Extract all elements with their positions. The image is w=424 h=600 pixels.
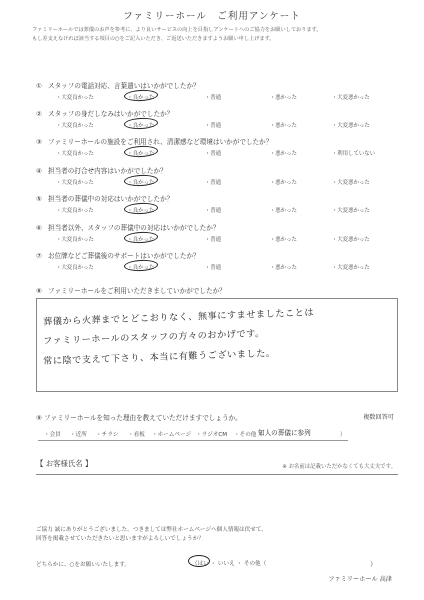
question-5-option-4[interactable]: ・悪かった (269, 208, 297, 214)
question-3-text: ファミリーホールの施設をご利用され、清潔感など環境はいかがでしたか？ (48, 138, 273, 146)
question-4-option-1[interactable]: ・大変良かった (56, 180, 94, 186)
intro-line-1: ファミリーホールでは葬儀のお声を参考に、より良いサービスの向上を目指しアンケートへのご協力をお願いしております。 (32, 27, 322, 33)
q9-option-other[interactable]: ・その他（ (234, 432, 262, 438)
question-3-option-2[interactable]: ・良かった (127, 151, 155, 157)
question-5-text: 担当者の葬儀中の対応はいかがでしたか？ (48, 195, 174, 203)
consent-line-2: 回答を掲載させていただきたいと思いますがよろしいでしょうか？ (36, 535, 204, 542)
question-4-option-3[interactable]: ・普通 (204, 180, 221, 186)
question-7-option-4[interactable]: ・悪かった (269, 265, 297, 271)
question-2-text: スタッフの身だしなみはいかがでしたか？ (48, 110, 174, 118)
question-1-option-5[interactable]: ・大変悪かった (331, 95, 370, 101)
question-6-option-3[interactable]: ・普通 (204, 237, 221, 243)
question-9-number: ⑨ (36, 414, 42, 422)
question-6-option-1[interactable]: ・大変良かった (56, 237, 94, 243)
question-1 (36, 80, 396, 101)
question-2-option-2[interactable]: ・良かった (127, 123, 155, 129)
question-7-option-1[interactable]: ・大変良かった (56, 265, 94, 271)
question-4-text: 担当者の打合せ内容はいかがでしたか？ (48, 167, 167, 175)
question-4-option-5[interactable]: ・大変悪かった (331, 180, 370, 186)
question-4-option-4[interactable]: ・悪かった (269, 180, 297, 186)
question-6-text: 担当者以外、スタッフの葬儀中の対応はいかがでしたか？ (48, 224, 220, 232)
q9-option-member[interactable]: ・会員 (44, 432, 61, 438)
question-3-option-4[interactable]: ・悪かった (269, 151, 297, 157)
question-3-option-1[interactable]: ・大変良かった (56, 151, 94, 157)
q9-option-homepage[interactable]: ・ホームページ (152, 432, 192, 438)
question-5-option-5[interactable]: ・大変悪かった (331, 208, 370, 214)
question-3-number: ③ (36, 138, 42, 146)
q9-option-other-close: ） (340, 432, 346, 438)
question-1-option-3[interactable]: ・普通 (204, 95, 221, 101)
question-5-option-1[interactable]: ・大変良かった (56, 208, 94, 214)
question-3-option-5[interactable]: ・利用していない (331, 151, 376, 157)
question-8-number: ⑧ (36, 287, 42, 295)
question-9-text: ファミリーホールを知った理由を教えていただけますでしょうか。 (44, 414, 242, 422)
question-5-number: ⑤ (36, 195, 42, 203)
question-2-option-5[interactable]: ・大変悪かった (331, 123, 370, 129)
question-9 (36, 412, 398, 422)
customer-name-label: 【 お客様氏名 】 (36, 459, 93, 468)
question-7-option-5[interactable]: ・大変悪かった (331, 265, 370, 271)
question-3 (36, 136, 396, 157)
multiple-answers-note: 複数回答可 (363, 414, 394, 421)
question-4 (36, 165, 396, 186)
intro-text (32, 26, 404, 44)
question-6-option-5[interactable]: ・大変悪かった (331, 237, 370, 243)
q9-divider (38, 440, 348, 441)
question-8-text: ファミリーホールをご利用いただきましていかがでしたか？ (48, 287, 226, 295)
question-6 (36, 222, 396, 243)
q9-option-radio[interactable]: ・ラジオCM (196, 432, 228, 438)
question-1-option-4[interactable]: ・悪かった (269, 95, 297, 101)
consent-choices[interactable]: （はい ・ いいえ ・ その他（ (192, 561, 267, 567)
question-3-option-3[interactable]: ・普通 (204, 151, 221, 157)
consent-text (36, 526, 398, 543)
question-2-option-4[interactable]: ・悪かった (269, 123, 297, 129)
customer-name-field[interactable] (36, 476, 398, 518)
name-underline (36, 474, 398, 475)
question-2-number: ② (36, 110, 42, 118)
question-4-number: ④ (36, 167, 42, 175)
question-7 (36, 250, 396, 271)
question-4-option-2[interactable]: ・良かった (127, 180, 155, 186)
question-6-number: ⑥ (36, 224, 42, 232)
question-5 (36, 193, 396, 214)
question-7-text: お位牌などご葬儀後のサポートはいかがでしたか？ (48, 252, 200, 260)
question-7-number: ⑦ (36, 252, 42, 260)
q8-answer-line-3: 常に陰で支えて下さり、本当に有難うございました。 (42, 347, 276, 368)
question-1-number: ① (36, 82, 42, 90)
consent-line-1: ご協力 誠にありがとうございました。つきましては弊社ホームページへ個人情報は伏せて、 (36, 527, 267, 533)
q8-answer-line-2: ファミリーホールのスタッフの方々のおかげです。 (42, 328, 265, 347)
question-6-option-2[interactable]: ・良かった (127, 237, 155, 243)
name-optional-note: ※ お名前は記載いただかなくても大丈夫です。 (282, 464, 396, 470)
question-1-text: スタッフの電話対応、言葉遣いはいかがでしたか？ (48, 82, 200, 90)
consent-prompt: どちらかに、○をお願いいたします。 (36, 562, 130, 568)
question-7-option-2[interactable]: ・良かった (127, 265, 155, 271)
question-6-option-4[interactable]: ・悪かった (269, 237, 297, 243)
footer-signature: ファミリーホール 高津 (328, 576, 392, 583)
question-2-option-1[interactable]: ・大変良かった (56, 123, 94, 129)
q8-answer-line-1: 葬儀から火葬までとどこおりなく、無事にすませましたことは (42, 307, 315, 328)
question-5-option-2[interactable]: ・良かった (127, 208, 155, 214)
question-8 (36, 285, 396, 295)
question-5-option-3[interactable]: ・普通 (204, 208, 221, 214)
intro-line-2: もし差支えなければ該当する項目の○をご記入いただき、ご返送いただきますようお願い申し上げます。 (32, 36, 275, 42)
question-1-option-1[interactable]: ・大変良かった (56, 95, 94, 101)
q9-option-flyer[interactable]: ・チラシ (96, 432, 119, 438)
question-2 (36, 108, 396, 129)
question-2-option-3[interactable]: ・普通 (204, 123, 221, 129)
consent-yes-circle (188, 555, 210, 567)
page-title: ファミリーホール ご利用アンケート (123, 11, 301, 22)
consent-choices-close: ） (370, 560, 377, 568)
question-7-option-3[interactable]: ・普通 (204, 265, 221, 271)
q8-answer-box[interactable] (36, 298, 398, 392)
q9-option-signboard[interactable]: ・看板 (128, 432, 145, 438)
q9-other-answer: 知人の葬儀に参列 (258, 429, 311, 437)
q9-option-neighborhood[interactable]: ・近所 (70, 432, 87, 438)
question-1-option-2[interactable]: ・良かった (127, 95, 155, 101)
